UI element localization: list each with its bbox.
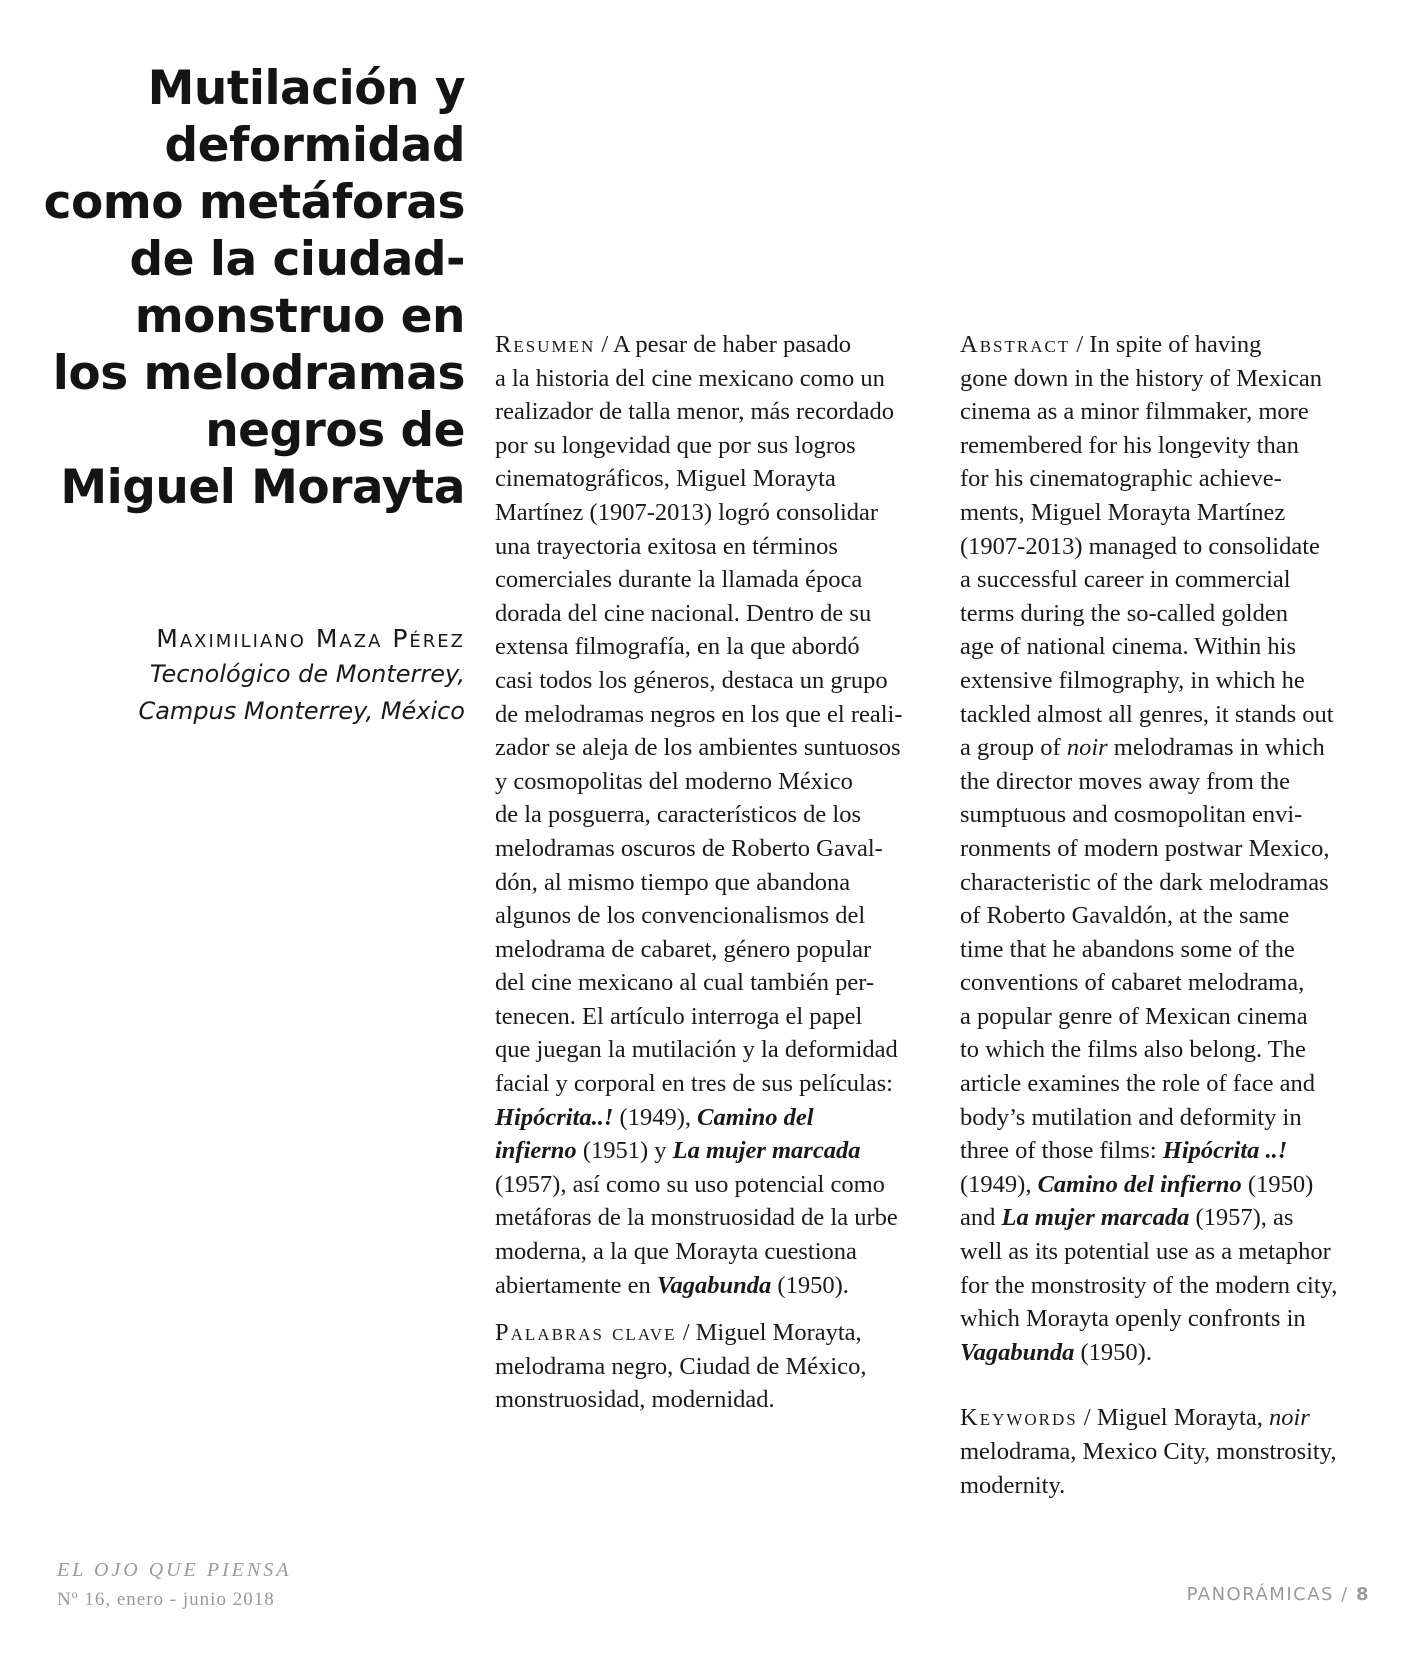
author-affiliation: Campus Monterrey, México bbox=[138, 697, 465, 725]
label-separator: / bbox=[1077, 1404, 1097, 1432]
abstract-line: gone down in the history of Mexican bbox=[960, 364, 1322, 392]
resumen-line: dón, al mismo tiempo que abandona bbox=[495, 868, 851, 896]
abstract-line: the director moves away from the bbox=[960, 767, 1290, 795]
film-title: Hipócrita..! bbox=[495, 1103, 614, 1131]
keywords-text: Miguel Morayta, bbox=[695, 1319, 862, 1347]
title-line: de la ciudad- bbox=[129, 232, 465, 287]
resumen-line: realizador de talla menor, más recordado bbox=[495, 398, 894, 426]
title-line: deformidad bbox=[164, 118, 465, 173]
abstract-line bbox=[960, 1134, 1385, 1168]
film-title: Vagabunda bbox=[656, 1271, 772, 1299]
resumen-line: Martínez (1907-2013) logró consolidar bbox=[495, 498, 879, 526]
abstract-text: melodramas in which bbox=[1107, 734, 1325, 762]
resumen-line: melodramas oscuros de Roberto Gaval- bbox=[495, 834, 883, 862]
abstract-label: Abstract bbox=[960, 331, 1071, 358]
resumen-line: algunos de los convencionalismos del bbox=[495, 902, 866, 930]
abstract-line: article examines the role of face and bbox=[960, 1070, 1316, 1098]
keywords-line: melodrama, Mexico City, monstrosity, bbox=[960, 1438, 1337, 1465]
resumen-line bbox=[495, 1134, 935, 1168]
abstract-line: body’s mutilation and deformity in bbox=[960, 1103, 1302, 1131]
film-year: (1957), as bbox=[1189, 1204, 1294, 1232]
abstract-line: a successful career in commercial bbox=[960, 566, 1291, 594]
abstract-line: ments, Miguel Morayta Martínez bbox=[960, 498, 1286, 526]
resumen-paragraph bbox=[495, 328, 935, 1302]
abstract-line: of Roberto Gavaldón, at the same bbox=[960, 902, 1290, 930]
resumen-line: melodrama de cabaret, género popular bbox=[495, 935, 872, 963]
paragraph-gap bbox=[960, 1369, 1385, 1401]
resumen-line: que juegan la mutilación y la deformidad bbox=[495, 1036, 898, 1064]
noir-term: noir bbox=[1066, 734, 1108, 762]
keywords-line bbox=[960, 1401, 1385, 1435]
author-name: Maximiliano Maza Pérez bbox=[156, 624, 465, 653]
abstract-line bbox=[960, 1336, 1385, 1370]
keywords-line bbox=[495, 1316, 935, 1350]
film-title: Vagabunda bbox=[960, 1338, 1075, 1366]
keywords-text: Miguel Morayta, bbox=[1096, 1404, 1269, 1432]
footer-separator: / bbox=[1333, 1584, 1356, 1605]
abstract-line: a popular genre of Mexican cinema bbox=[960, 1002, 1308, 1030]
page-footer bbox=[1187, 1584, 1370, 1605]
abstract-line: remembered for his longevity than bbox=[960, 431, 1299, 459]
film-title: Camino del infierno bbox=[1037, 1170, 1242, 1198]
film-year: (1950). bbox=[771, 1271, 849, 1299]
resumen-text: A pesar de haber pasado bbox=[612, 331, 852, 358]
author-block bbox=[40, 622, 465, 730]
resumen-line: metáforas de la monstruosidad de la urbe bbox=[495, 1204, 898, 1232]
label-separator: / bbox=[1070, 331, 1090, 358]
abstract-line: ronments of modern postwar Mexico, bbox=[960, 834, 1330, 862]
article-title bbox=[40, 60, 465, 516]
resumen-line: de melodramas negros en los que el reali- bbox=[495, 700, 903, 728]
resumen-line bbox=[495, 1269, 935, 1303]
resumen-line: moderna, a la que Morayta cuestiona bbox=[495, 1238, 857, 1266]
keywords-line: melodrama negro, Ciudad de México, bbox=[495, 1352, 867, 1380]
abstract-line: well as its potential use as a metaphor bbox=[960, 1238, 1331, 1266]
title-line: Mutilación y bbox=[147, 61, 465, 116]
keywords-paragraph bbox=[960, 1401, 1385, 1502]
resumen-line: extensa filmografía, en la que abordó bbox=[495, 633, 860, 661]
abstract-line: to which the films also belong. The bbox=[960, 1036, 1306, 1064]
keywords-label: Keywords bbox=[960, 1404, 1078, 1432]
resumen-line: comerciales durante la llamada época bbox=[495, 566, 863, 594]
resumen-line bbox=[495, 328, 935, 362]
film-year: (1951) y bbox=[576, 1137, 673, 1165]
paragraph-gap bbox=[495, 1302, 935, 1316]
title-line: monstruo en bbox=[134, 289, 465, 344]
abstract-line: extensive filmography, in which he bbox=[960, 666, 1305, 694]
abstract-line: which Morayta openly confronts in bbox=[960, 1305, 1306, 1333]
resumen-line: una trayectoria exitosa en términos bbox=[495, 532, 838, 560]
abstract-line: tackled almost all genres, it stands out bbox=[960, 700, 1334, 728]
film-year: (1950) bbox=[1241, 1170, 1314, 1198]
page-number: 8 bbox=[1355, 1584, 1370, 1605]
film-title: Camino del bbox=[697, 1103, 814, 1131]
abstract-line bbox=[960, 1201, 1385, 1235]
abstract-line bbox=[960, 1168, 1385, 1202]
abstract-line: characteristic of the dark melodramas bbox=[960, 868, 1329, 896]
film-year: (1949), bbox=[960, 1170, 1038, 1198]
title-line: como metáforas bbox=[43, 175, 465, 230]
abstract-line: for the monstrosity of the modern city, bbox=[960, 1271, 1338, 1299]
abstract-line: terms during the so-called golden bbox=[960, 599, 1288, 627]
film-year: (1950). bbox=[1074, 1338, 1152, 1366]
resumen-line: zador se aleja de los ambientes suntuosos bbox=[495, 734, 901, 762]
abstract-line: sumptuous and cosmopolitan envi- bbox=[960, 801, 1303, 829]
resumen-column bbox=[495, 328, 935, 1417]
film-title: infierno bbox=[495, 1137, 577, 1165]
label-separator: / bbox=[676, 1319, 696, 1347]
abstract-text: three of those films: bbox=[960, 1137, 1163, 1165]
abstract-column bbox=[960, 328, 1385, 1502]
abstract-line: conventions of cabaret melodrama, bbox=[960, 969, 1305, 997]
abstract-line: for his cinematographic achieve- bbox=[960, 465, 1282, 493]
film-year: (1949), bbox=[613, 1103, 698, 1131]
resumen-line: casi todos los géneros, destaca un grupo bbox=[495, 666, 888, 694]
issue-info: Nº 16, enero - junio 2018 bbox=[57, 1589, 275, 1610]
resumen-line: del cine mexicano al cual también per- bbox=[495, 969, 875, 997]
abstract-line: cinema as a minor filmmaker, more bbox=[960, 398, 1309, 426]
resumen-label: Resumen bbox=[495, 331, 596, 358]
label-separator: / bbox=[595, 331, 613, 358]
abstract-line bbox=[960, 731, 1385, 765]
abstract-paragraph bbox=[960, 328, 1385, 1369]
section-name: PANORÁMICAS bbox=[1186, 1584, 1334, 1605]
abstract-line bbox=[960, 328, 1385, 362]
keywords-line: monstruosidad, modernidad. bbox=[495, 1386, 775, 1414]
resumen-line: a la historia del cine mexicano como un bbox=[495, 364, 885, 392]
film-title: La mujer marcada bbox=[1001, 1204, 1190, 1232]
noir-term: noir bbox=[1268, 1404, 1310, 1432]
resumen-line bbox=[495, 1101, 935, 1135]
abstract-text: a group of bbox=[960, 734, 1067, 762]
resumen-line: cinematográficos, Miguel Morayta bbox=[495, 465, 836, 493]
resumen-text: abiertamente en bbox=[495, 1271, 657, 1299]
title-line: negros de bbox=[205, 403, 465, 458]
resumen-line: tenecen. El artículo interroga el papel bbox=[495, 1002, 863, 1030]
title-line: Miguel Morayta bbox=[60, 460, 465, 515]
abstract-line: (1907-2013) managed to consolidate bbox=[960, 532, 1320, 560]
keywords-line: modernity. bbox=[960, 1471, 1066, 1499]
resumen-line: de la posguerra, característicos de los bbox=[495, 801, 861, 829]
abstract-line: age of national cinema. Within his bbox=[960, 633, 1297, 661]
journal-footer bbox=[57, 1555, 292, 1615]
resumen-line: (1957), así como su uso potencial como bbox=[495, 1170, 885, 1198]
palabras-clave-paragraph bbox=[495, 1316, 935, 1417]
abstract-text: In spite of having bbox=[1089, 331, 1262, 358]
film-title: La mujer marcada bbox=[672, 1137, 861, 1165]
resumen-line: facial y corporal en tres de sus películas: bbox=[495, 1070, 893, 1098]
author-affiliation: Tecnológico de Monterrey, bbox=[149, 660, 465, 688]
abstract-line: time that he abandons some of the bbox=[960, 935, 1295, 963]
journal-name: EL OJO QUE PIENSA bbox=[57, 1559, 292, 1581]
film-title: Hipócrita ..! bbox=[1162, 1137, 1288, 1165]
palabras-clave-label: Palabras clave bbox=[495, 1319, 677, 1347]
title-line: los melodramas bbox=[52, 346, 465, 401]
resumen-line: dorada del cine nacional. Dentro de su bbox=[495, 599, 872, 627]
abstract-text: and bbox=[960, 1204, 1002, 1232]
resumen-line: y cosmopolitas del moderno México bbox=[495, 767, 853, 795]
resumen-line: por su longevidad que por sus logros bbox=[495, 431, 856, 459]
